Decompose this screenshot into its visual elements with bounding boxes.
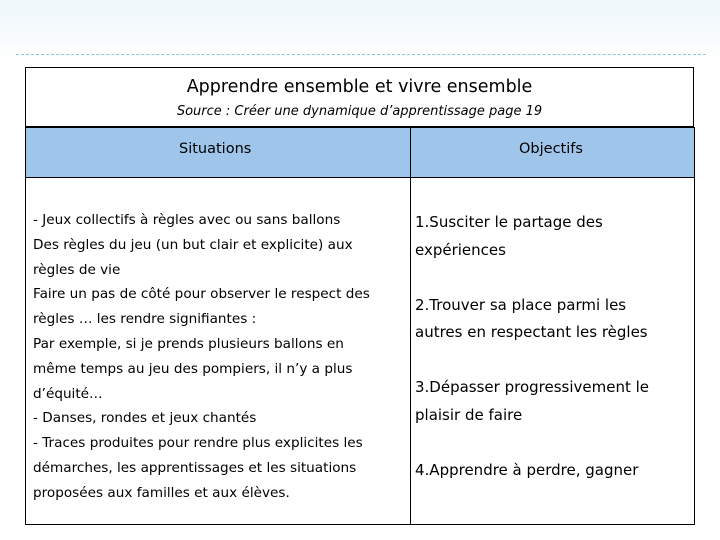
situations-list — [26, 178, 410, 506]
objective-line: 4.Apprendre à perdre, gagner — [415, 460, 639, 479]
situation-line: - Danses, rondes et jeux chantés — [33, 410, 257, 427]
column-header-situations: Situations — [26, 128, 411, 178]
title-box — [25, 67, 694, 127]
objective-line: 3.Dépasser progressivement le — [415, 378, 650, 396]
objective-line: 2.Trouver sa place parmi les — [415, 295, 627, 314]
table-row — [26, 178, 695, 525]
situation-line: - Jeux collectifs à règles avec ou sans ballons — [33, 212, 341, 228]
situation-line: règles … les rendre signifiantes : — [33, 311, 257, 328]
situation-line: Des règles du jeu (un but clair et explicite) aux — [33, 236, 353, 253]
slide-top-band — [0, 0, 720, 62]
objective-line: plaisir de faire — [415, 405, 523, 424]
situation-line: même temps au jeu des pompiers, il n’y a plus — [33, 360, 353, 377]
objective-4 — [415, 457, 694, 485]
top-divider — [16, 54, 706, 56]
content-table — [25, 127, 695, 525]
objective-1 — [415, 209, 694, 264]
objectives-list — [411, 178, 694, 484]
objective-2 — [415, 292, 694, 347]
table-header-row — [26, 128, 695, 178]
situation-line: d’équité… — [33, 385, 103, 402]
situation-line: démarches, les apprentissages et les situations — [33, 459, 357, 476]
situation-line: règles de vie — [33, 261, 121, 278]
situation-line: proposées aux familles et aux élèves. — [33, 484, 290, 501]
situations-cell — [26, 178, 411, 525]
slide-source: Source : Créer une dynamique d’apprentissage page 19 — [176, 104, 543, 119]
objectives-cell — [411, 178, 695, 525]
objective-line: 1.Susciter le partage des — [415, 213, 603, 231]
objective-3 — [415, 374, 694, 429]
situation-line: Faire un pas de côté pour observer le respect des — [33, 286, 370, 303]
slide-title: Apprendre ensemble et vivre ensemble — [186, 77, 533, 97]
column-header-objectifs: Objectifs — [411, 128, 695, 178]
objective-line: autres en respectant les règles — [415, 323, 648, 341]
situation-line: - Traces produites pour rendre plus explicites les — [33, 435, 363, 452]
objective-line: expériences — [415, 240, 506, 259]
situation-line: Par exemple, si je prends plusieurs ballons en — [33, 335, 344, 352]
